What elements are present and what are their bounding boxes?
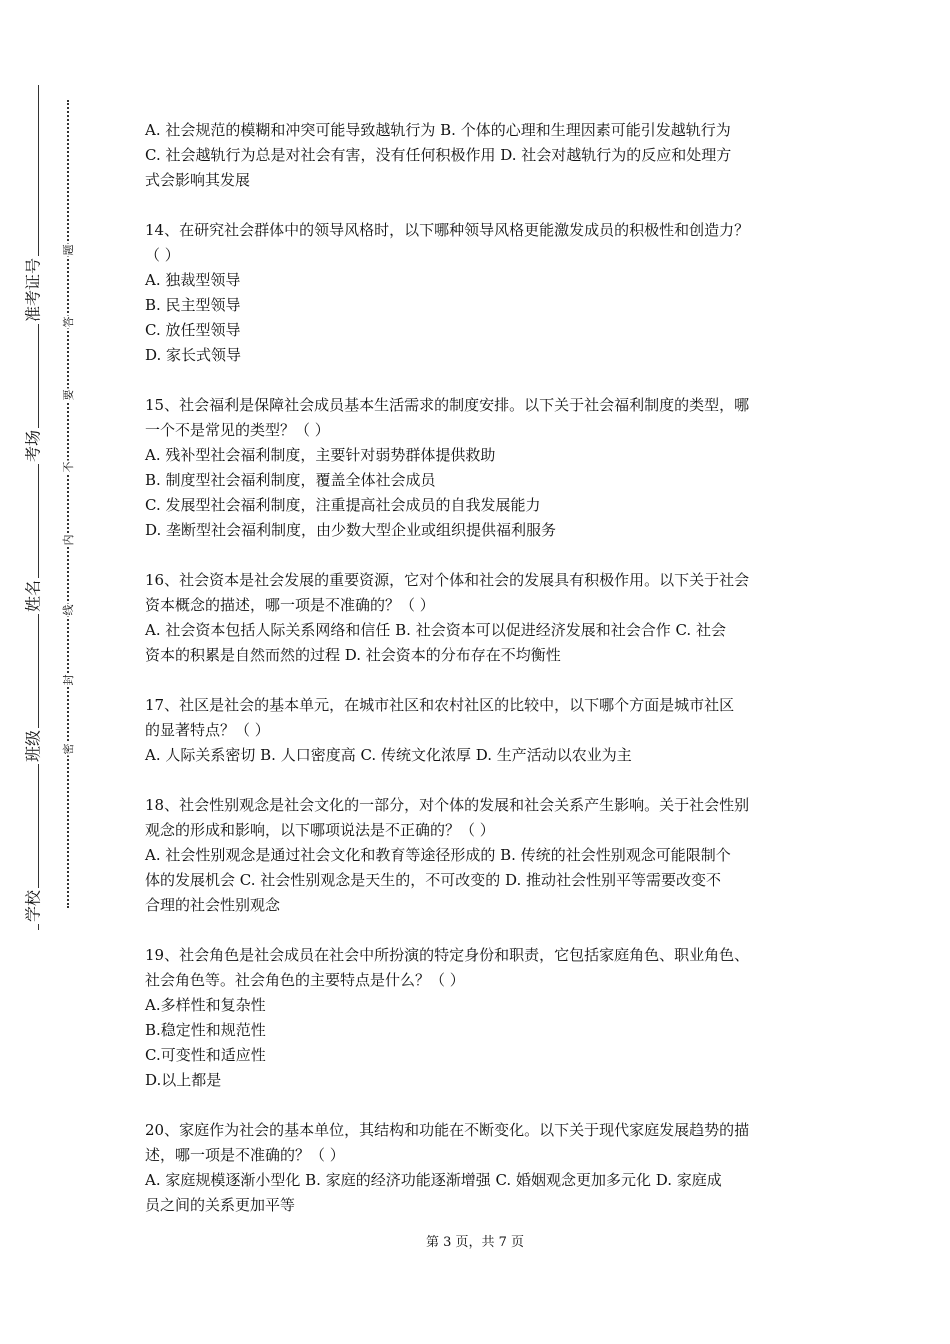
question-line: 观念的形成和影响，以下哪项说法是不正确的？（ ） [145,821,495,839]
question-line: 社会角色等。社会角色的主要特点是什么？（ ） [145,971,465,989]
question-line: 一个不是常见的类型？（ ） [145,421,330,439]
question-line: D. 家长式领导 [145,346,242,364]
question-line: 17、社区是社会的基本单元，在城市社区和农村社区的比较中，以下哪个方面是城市社区 [145,696,735,714]
question-line: A. 家庭规模逐渐小型化 B. 家庭的经济功能逐渐增强 C. 婚姻观念更加多元化 D. 家庭成 [145,1171,722,1189]
seal-char: 密 [62,743,75,755]
question-block [145,693,815,768]
question-line: A. 残补型社会福利制度，主要针对弱势群体提供救助 [145,446,496,464]
exam-room-label: 考场 [21,428,44,464]
question-line: D.以上都是 [145,1071,222,1089]
class-label: 班级 [21,728,44,764]
question-line: 20、家庭作为社会的基本单位，其结构和功能在不断变化。以下关于现代家庭发展趋势的描 [145,1121,750,1139]
question-line: 述，哪一项是不准确的？（ ） [145,1146,345,1164]
question-line: A. 社会资本包括人际关系网络和信任 B. 社会资本可以促进经济发展和社会合作 C. 社会 [145,621,726,639]
page-footer: 第 3 页，共 7 页 [425,1235,525,1250]
question-line: 14、在研究社会群体中的领导风格时，以下哪种领导风格更能激发成员的积极性和创造力？ [145,221,750,239]
question-line: 资本概念的描述，哪一项是不准确的？（ ） [145,596,435,614]
question-line: C.可变性和适应性 [145,1046,266,1064]
question-block [145,568,815,668]
question-line: C. 社会越轨行为总是对社会有害，没有任何积极作用 D. 社会对越轨行为的反应和处理方 [145,146,732,164]
question-line: 体的发展机会 C. 社会性别观念是天生的，不可改变的 D. 推动社会性别平等需要改变不 [145,871,722,889]
seal-char: 内 [62,534,75,546]
question-line: 的显著特点？（ ） [145,721,270,739]
binding-dotted-line [67,100,69,908]
question-block [145,218,815,368]
question-line: 15、社会福利是保障社会成员基本生活需求的制度安排。以下关于社会福利制度的类型，哪 [145,396,750,414]
question-line: B.稳定性和规范性 [145,1021,266,1039]
question-block [145,118,815,193]
question-line: C. 放任型领导 [145,321,241,339]
question-line: 合理的社会性别观念 [145,896,281,914]
seal-char: 线 [62,604,75,616]
question-line: 18、社会性别观念是社会文化的一部分，对个体的发展和社会关系产生影响。关于社会性别 [145,796,750,814]
question-list [145,118,815,1243]
seal-char: 答 [62,316,75,328]
question-line: D. 垄断型社会福利制度，由少数大型企业或组织提供福利服务 [145,521,557,539]
question-block [145,943,815,1093]
name-label: 姓名 [21,578,44,614]
question-line: A. 社会规范的模糊和冲突可能导致越轨行为 B. 个体的心理和生理因素可能引发越轨行为 [145,121,731,139]
question-block [145,393,815,543]
binding-solid-line [38,85,39,930]
question-line: A.多样性和复杂性 [145,996,266,1014]
question-line: 16、社会资本是社会发展的重要资源，它对个体和社会的发展具有积极作用。以下关于社会 [145,571,750,589]
question-line: B. 制度型社会福利制度，覆盖全体社会成员 [145,471,436,489]
seal-char: 封 [62,674,75,686]
question-line: B. 民主型领导 [145,296,241,314]
question-line: A. 社会性别观念是通过社会文化和教育等途径形成的 B. 传统的社会性别观念可能限制个 [145,846,731,864]
seal-char: 不 [62,461,75,473]
exam-number-label: 准考证号 [21,256,44,324]
question-block [145,793,815,918]
question-line: 19、社会角色是社会成员在社会中所扮演的特定身份和职责，它包括家庭角色、职业角色、 [145,946,750,964]
question-line: C. 发展型社会福利制度，注重提高社会成员的自我发展能力 [145,496,541,514]
question-line: 员之间的关系更加平等 [145,1196,296,1214]
school-label: 学校 [21,888,44,924]
seal-char: 题 [62,244,75,256]
seal-char: 要 [62,389,75,401]
question-line: （ ） [145,246,180,264]
question-block [145,1118,815,1218]
question-line: 式会影响其发展 [145,171,251,189]
question-line: A. 独裁型领导 [145,271,241,289]
question-line: A. 人际关系密切 B. 人口密度高 C. 传统文化浓厚 D. 生产活动以农业为主 [145,746,632,764]
question-line: 资本的积累是自然而然的过程 D. 社会资本的分布存在不均衡性 [145,646,561,664]
